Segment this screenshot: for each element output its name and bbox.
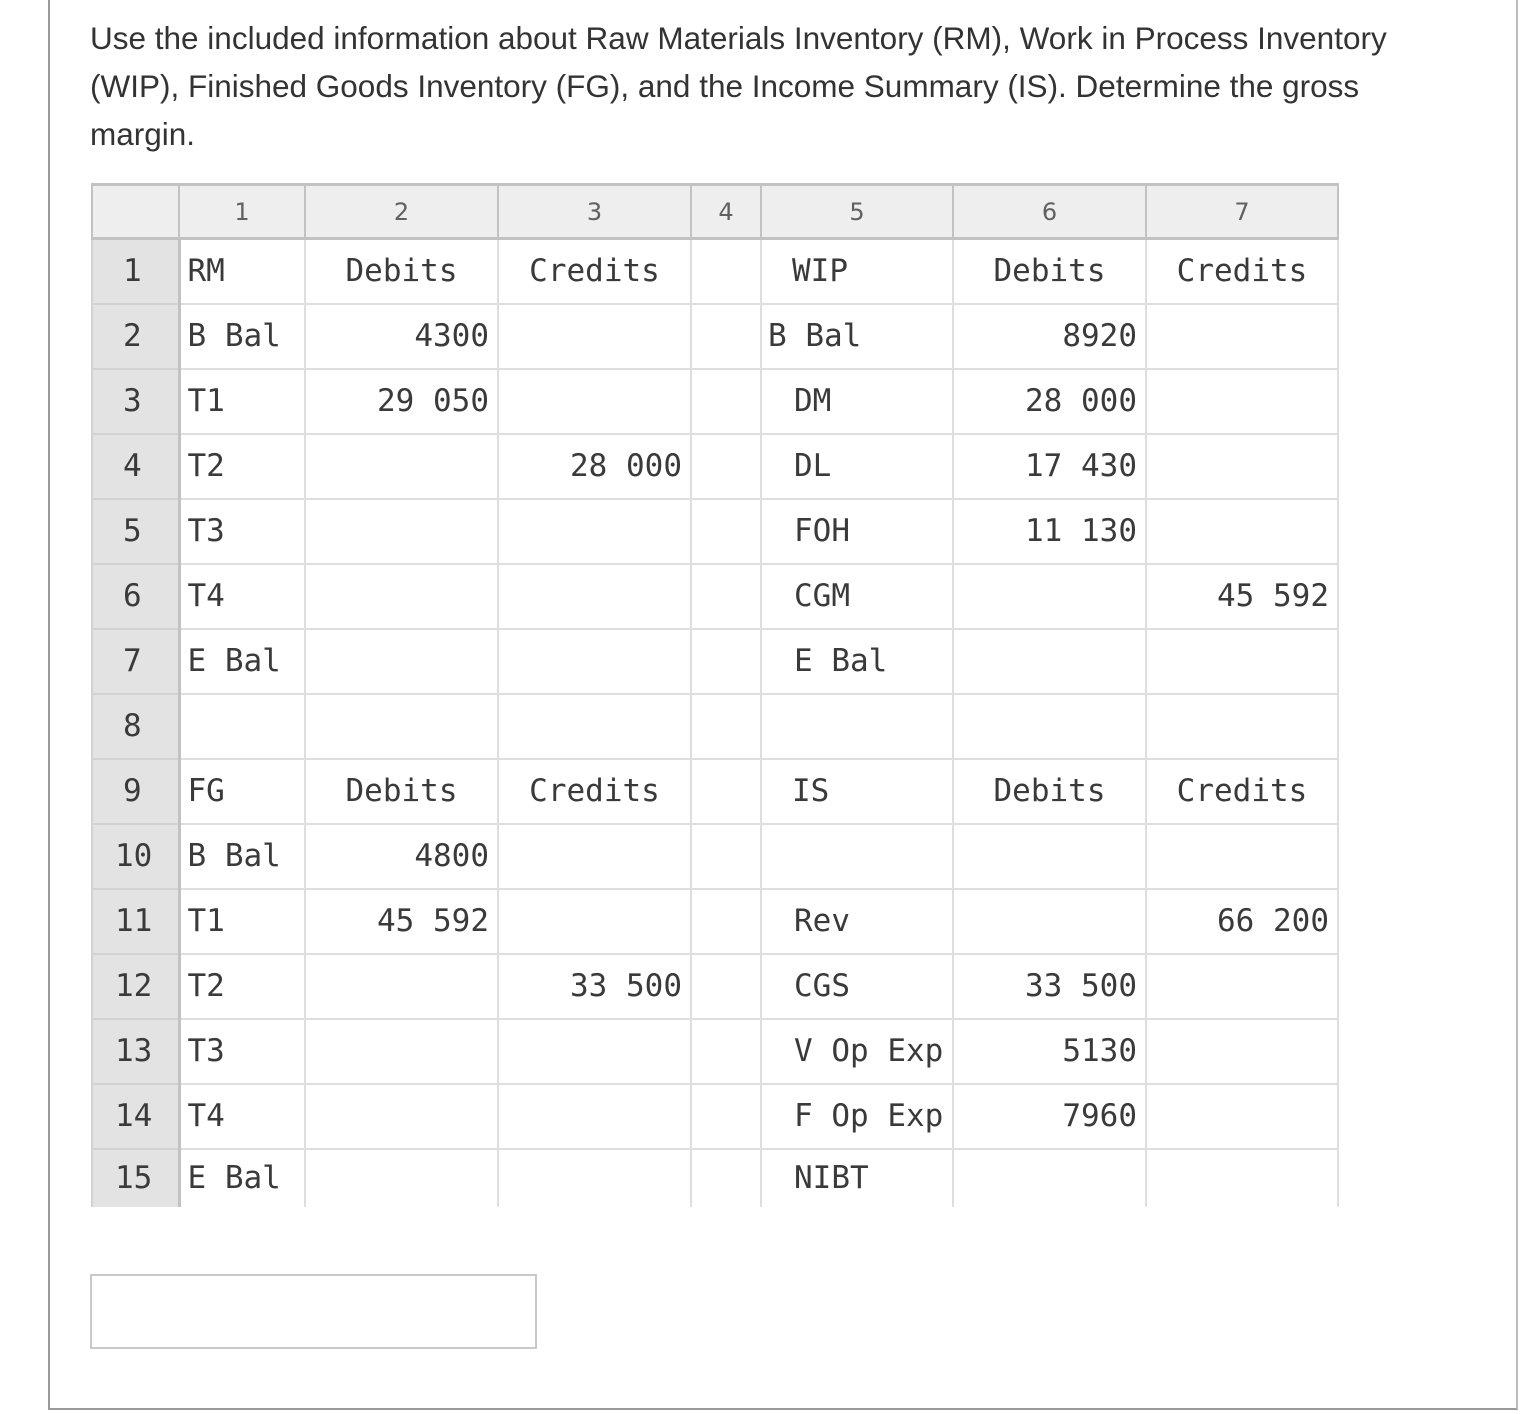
cell-col2[interactable] bbox=[305, 1019, 498, 1084]
cell-col1[interactable]: T2 bbox=[179, 434, 305, 499]
cell-col5[interactable]: NIBT bbox=[761, 1149, 953, 1207]
column-header: 4 bbox=[691, 185, 761, 239]
cell-col4[interactable] bbox=[691, 564, 761, 629]
column-header: 1 bbox=[179, 185, 305, 239]
cell-col6[interactable]: 17 430 bbox=[953, 434, 1146, 499]
cell-col3[interactable] bbox=[498, 499, 691, 564]
cell-col6[interactable] bbox=[953, 824, 1146, 889]
cell-col1[interactable]: B Bal bbox=[179, 304, 305, 369]
cell-col3[interactable] bbox=[498, 1149, 691, 1207]
cell-col1[interactable]: FG bbox=[179, 759, 305, 824]
cell-col1[interactable]: T1 bbox=[179, 369, 305, 434]
table-row bbox=[92, 239, 1338, 304]
cell-col5[interactable] bbox=[761, 824, 953, 889]
cell-col6[interactable]: 33 500 bbox=[953, 954, 1146, 1019]
cell-col6[interactable] bbox=[953, 629, 1146, 694]
cell-col3[interactable] bbox=[498, 1019, 691, 1084]
cell-col4[interactable] bbox=[691, 954, 761, 1019]
cell-col7[interactable] bbox=[1146, 369, 1338, 434]
cell-col4[interactable] bbox=[691, 304, 761, 369]
cell-col3[interactable] bbox=[498, 824, 691, 889]
column-header: 6 bbox=[953, 185, 1146, 239]
cell-col3[interactable] bbox=[498, 369, 691, 434]
table-row bbox=[92, 1084, 1338, 1149]
cell-col6[interactable]: 8920 bbox=[953, 304, 1146, 369]
cell-col7[interactable] bbox=[1146, 434, 1338, 499]
row-header: 8 bbox=[92, 694, 179, 759]
column-header-row bbox=[92, 185, 1338, 239]
cell-col3[interactable] bbox=[498, 564, 691, 629]
cell-col1[interactable]: T4 bbox=[179, 564, 305, 629]
cell-col5[interactable]: V Op Exp bbox=[761, 1019, 953, 1084]
question-text: Use the included information about Raw Materials Inventory (RM), Work in Process Inventory (WIP), Finished Goods Inventory (FG), and the Income Summary (IS). Determine the gross margin. bbox=[90, 20, 1387, 152]
table-row bbox=[92, 499, 1338, 564]
cell-col1[interactable]: B Bal bbox=[179, 824, 305, 889]
cell-col5[interactable]: F Op Exp bbox=[761, 1084, 953, 1149]
answer-box[interactable] bbox=[90, 1274, 537, 1349]
cell-col6[interactable] bbox=[953, 694, 1146, 759]
table-row bbox=[92, 694, 1338, 759]
cell-col3[interactable]: 28 000 bbox=[498, 434, 691, 499]
cell-col5[interactable]: E Bal bbox=[761, 629, 953, 694]
cell-col5[interactable]: Rev bbox=[761, 889, 953, 954]
row-header: 9 bbox=[92, 759, 179, 824]
row-header: 6 bbox=[92, 564, 179, 629]
cell-col7[interactable] bbox=[1146, 954, 1338, 1019]
cell-col7[interactable]: 66 200 bbox=[1146, 889, 1338, 954]
cell-col3[interactable] bbox=[498, 889, 691, 954]
cell-col6[interactable]: Debits bbox=[953, 239, 1146, 304]
cell-col2[interactable] bbox=[305, 694, 498, 759]
table-row bbox=[92, 1019, 1338, 1084]
cell-col7[interactable] bbox=[1146, 824, 1338, 889]
cell-col5[interactable]: WIP bbox=[761, 239, 953, 304]
cell-col4[interactable] bbox=[691, 434, 761, 499]
cell-col3[interactable] bbox=[498, 304, 691, 369]
cell-col1[interactable]: E Bal bbox=[179, 1149, 305, 1207]
cell-col1[interactable]: RM bbox=[179, 239, 305, 304]
cell-col7[interactable] bbox=[1146, 1084, 1338, 1149]
cell-col2[interactable] bbox=[305, 954, 498, 1019]
cell-col5[interactable]: IS bbox=[761, 759, 953, 824]
cell-col4[interactable] bbox=[691, 759, 761, 824]
table-row bbox=[92, 304, 1338, 369]
cell-col6[interactable] bbox=[953, 564, 1146, 629]
table-row bbox=[92, 954, 1338, 1019]
cell-col5[interactable]: B Bal bbox=[761, 304, 953, 369]
row-header: 4 bbox=[92, 434, 179, 499]
cell-col5[interactable]: DL bbox=[761, 434, 953, 499]
cell-col6[interactable]: 5130 bbox=[953, 1019, 1146, 1084]
cell-col6[interactable]: 11 130 bbox=[953, 499, 1146, 564]
spreadsheet bbox=[91, 183, 1339, 1207]
cell-col2[interactable]: 4800 bbox=[305, 824, 498, 889]
cell-col5[interactable]: DM bbox=[761, 369, 953, 434]
answer-input[interactable] bbox=[92, 1276, 535, 1347]
row-header: 12 bbox=[92, 954, 179, 1019]
cell-col2[interactable] bbox=[305, 499, 498, 564]
cell-col7[interactable] bbox=[1146, 499, 1338, 564]
cell-col2[interactable]: Debits bbox=[305, 759, 498, 824]
cell-col2[interactable] bbox=[305, 434, 498, 499]
cell-col2[interactable] bbox=[305, 1084, 498, 1149]
row-header: 1 bbox=[92, 239, 179, 304]
cell-col2[interactable]: 45 592 bbox=[305, 889, 498, 954]
cell-col4[interactable] bbox=[691, 369, 761, 434]
cell-col5[interactable]: CGS bbox=[761, 954, 953, 1019]
cell-col4[interactable] bbox=[691, 629, 761, 694]
cell-col3[interactable] bbox=[498, 629, 691, 694]
cell-col7[interactable]: Credits bbox=[1146, 759, 1338, 824]
row-header: 15 bbox=[92, 1149, 179, 1207]
cell-col7[interactable] bbox=[1146, 629, 1338, 694]
table-row bbox=[92, 434, 1338, 499]
spreadsheet-grid bbox=[91, 183, 1339, 1207]
cell-col1[interactable]: T1 bbox=[179, 889, 305, 954]
cell-col7[interactable] bbox=[1146, 1149, 1338, 1207]
cell-col1[interactable]: T3 bbox=[179, 499, 305, 564]
cell-col5[interactable]: CGM bbox=[761, 564, 953, 629]
cell-col1[interactable]: T4 bbox=[179, 1084, 305, 1149]
cell-col3[interactable]: Credits bbox=[498, 239, 691, 304]
cell-col1[interactable] bbox=[179, 694, 305, 759]
cell-col6[interactable] bbox=[953, 889, 1146, 954]
cell-col6[interactable] bbox=[953, 1149, 1146, 1207]
cell-col3[interactable] bbox=[498, 694, 691, 759]
cell-col4[interactable] bbox=[691, 824, 761, 889]
cell-col4[interactable] bbox=[691, 499, 761, 564]
cell-col4[interactable] bbox=[691, 1149, 761, 1207]
row-header: 14 bbox=[92, 1084, 179, 1149]
cell-col7[interactable] bbox=[1146, 304, 1338, 369]
column-header: 7 bbox=[1146, 185, 1338, 239]
row-header: 11 bbox=[92, 889, 179, 954]
cell-col1[interactable]: T2 bbox=[179, 954, 305, 1019]
cell-col2[interactable] bbox=[305, 629, 498, 694]
cell-col4[interactable] bbox=[691, 889, 761, 954]
cell-col2[interactable]: 4300 bbox=[305, 304, 498, 369]
cell-col7[interactable] bbox=[1146, 694, 1338, 759]
table-row bbox=[92, 1149, 1338, 1207]
cell-col7[interactable] bbox=[1146, 1019, 1338, 1084]
cell-col5[interactable]: FOH bbox=[761, 499, 953, 564]
table-row bbox=[92, 629, 1338, 694]
column-header: 2 bbox=[305, 185, 498, 239]
cell-col6[interactable]: 7960 bbox=[953, 1084, 1146, 1149]
cell-col4[interactable] bbox=[691, 694, 761, 759]
cell-col3[interactable] bbox=[498, 1084, 691, 1149]
cell-col2[interactable]: Debits bbox=[305, 239, 498, 304]
corner-cell bbox=[92, 185, 179, 239]
cell-col6[interactable]: Debits bbox=[953, 759, 1146, 824]
row-header: 10 bbox=[92, 824, 179, 889]
column-header: 3 bbox=[498, 185, 691, 239]
cell-col3[interactable]: Credits bbox=[498, 759, 691, 824]
row-header: 3 bbox=[92, 369, 179, 434]
cell-col1[interactable]: E Bal bbox=[179, 629, 305, 694]
row-header: 7 bbox=[92, 629, 179, 694]
row-header: 13 bbox=[92, 1019, 179, 1084]
cell-col4[interactable] bbox=[691, 239, 761, 304]
cell-col2[interactable] bbox=[305, 564, 498, 629]
column-header: 5 bbox=[761, 185, 953, 239]
cell-col4[interactable] bbox=[691, 1019, 761, 1084]
table-row bbox=[92, 824, 1338, 889]
table-row bbox=[92, 759, 1338, 824]
cell-col7[interactable]: Credits bbox=[1146, 239, 1338, 304]
cell-col5[interactable] bbox=[761, 694, 953, 759]
cell-col1[interactable]: T3 bbox=[179, 1019, 305, 1084]
cell-col3[interactable]: 33 500 bbox=[498, 954, 691, 1019]
cell-col6[interactable]: 28 000 bbox=[953, 369, 1146, 434]
table-row bbox=[92, 889, 1338, 954]
table-row bbox=[92, 564, 1338, 629]
row-header: 2 bbox=[92, 304, 179, 369]
row-header: 5 bbox=[92, 499, 179, 564]
cell-col7[interactable]: 45 592 bbox=[1146, 564, 1338, 629]
cell-col4[interactable] bbox=[691, 1084, 761, 1149]
cell-col2[interactable] bbox=[305, 1149, 498, 1207]
table-row bbox=[92, 369, 1338, 434]
cell-col2[interactable]: 29 050 bbox=[305, 369, 498, 434]
